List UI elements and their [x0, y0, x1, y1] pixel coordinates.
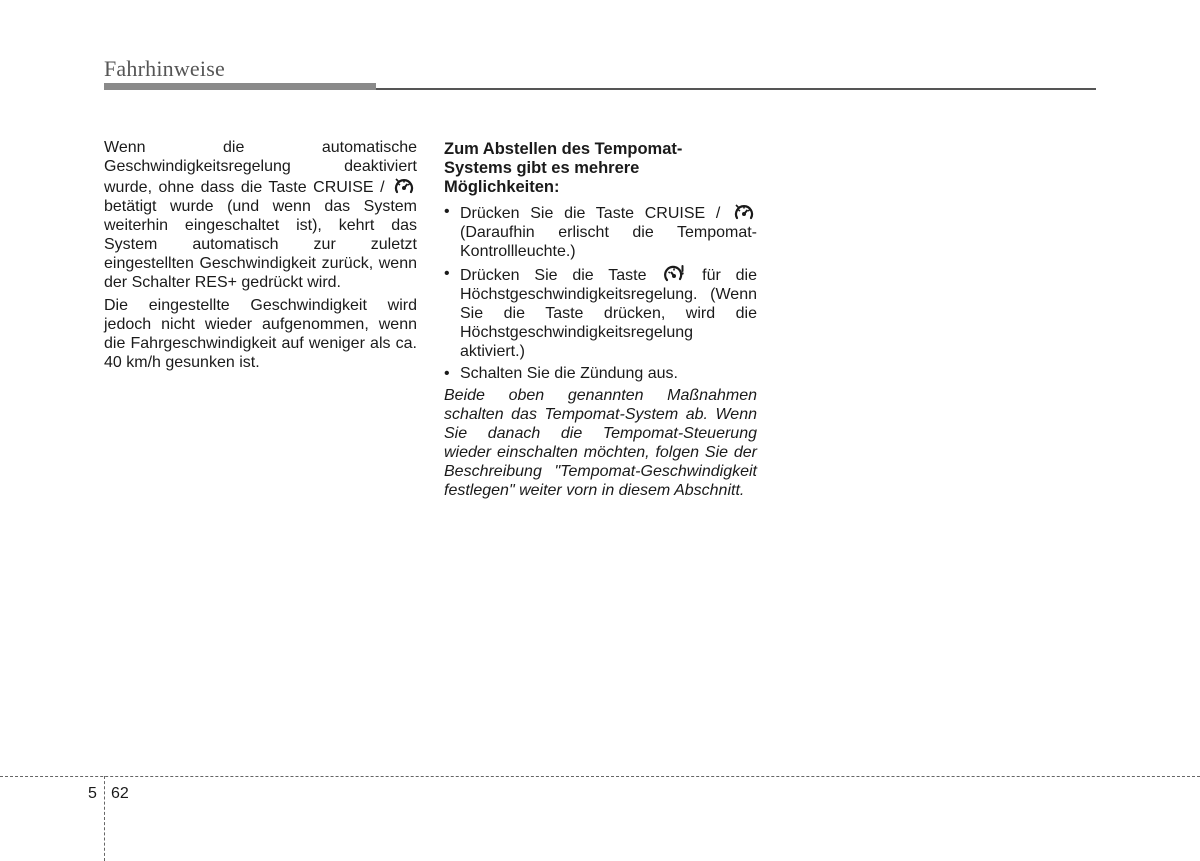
- header-rule: [376, 88, 1096, 90]
- paragraph-speed-threshold: Die eingestellte Geschwindigkeit wird jedoch nicht wieder aufgenommen, wenn die Fahrgeschwindigkeit auf weniger als ca. 40 km/h gesunken ist.: [104, 297, 417, 371]
- list-item-text: für die Höchstgeschwindigkeitsregelung. (Wenn Sie die Taste drücken, wird die Höchstgeschwindigkeitsregelung aktiviert.): [460, 267, 757, 360]
- page-number: 62: [111, 785, 129, 802]
- list-item-text: Drücken Sie die Taste: [460, 267, 662, 284]
- list-item: [444, 364, 757, 383]
- italic-note: Beide oben genannten Maßnahmen schalten das Tempomat-System ab. Wenn Sie danach die Tempomat-Steuerung wieder einschalten möchten, folgen Sie der Beschreibung "Tempomat-Geschwindigkeit festlegen" weiter vorn in diesem Abschnitt.: [444, 387, 757, 499]
- left-column: [104, 138, 417, 376]
- list-item: [444, 264, 757, 361]
- list-item-text: (Daraufhin erlischt die Tempomat-Kontrollleuchte.): [460, 224, 757, 260]
- cruise-speedometer-icon: [733, 202, 755, 222]
- paragraph-resume-speed: [104, 138, 417, 292]
- list-item-text: Schalten Sie die Zündung aus.: [460, 365, 678, 382]
- section-heading: Zum Abstellen des Tempomat-Systems gibt es mehrere Möglichkeiten:: [444, 140, 683, 196]
- paragraph-text: Wenn die automatische Geschwindigkeitsregelung deaktiviert wurde, ohne dass die Taste CRUISE /: [104, 139, 417, 196]
- cruise-speedometer-icon: [393, 176, 415, 196]
- list-item-text: Drücken Sie die Taste CRUISE /: [460, 205, 731, 222]
- header-rule-accent: [104, 83, 376, 90]
- bullet-list: [444, 202, 757, 383]
- footer-divider: [104, 776, 105, 861]
- right-column: [444, 138, 757, 500]
- chapter-number: 5: [88, 785, 97, 802]
- list-item: [444, 202, 757, 261]
- speed-limiter-icon: [663, 264, 685, 284]
- footer-rule: [0, 776, 1200, 777]
- page-header-title: Fahrhinweise: [104, 56, 225, 81]
- paragraph-text: betätigt wurde (und wenn das System weiterhin eingeschaltet ist), kehrt das System automatisch zur zuletzt eingestellten Geschwindigkeit zurück, wenn der Schalter RES+ gedrückt wird.: [104, 198, 417, 291]
